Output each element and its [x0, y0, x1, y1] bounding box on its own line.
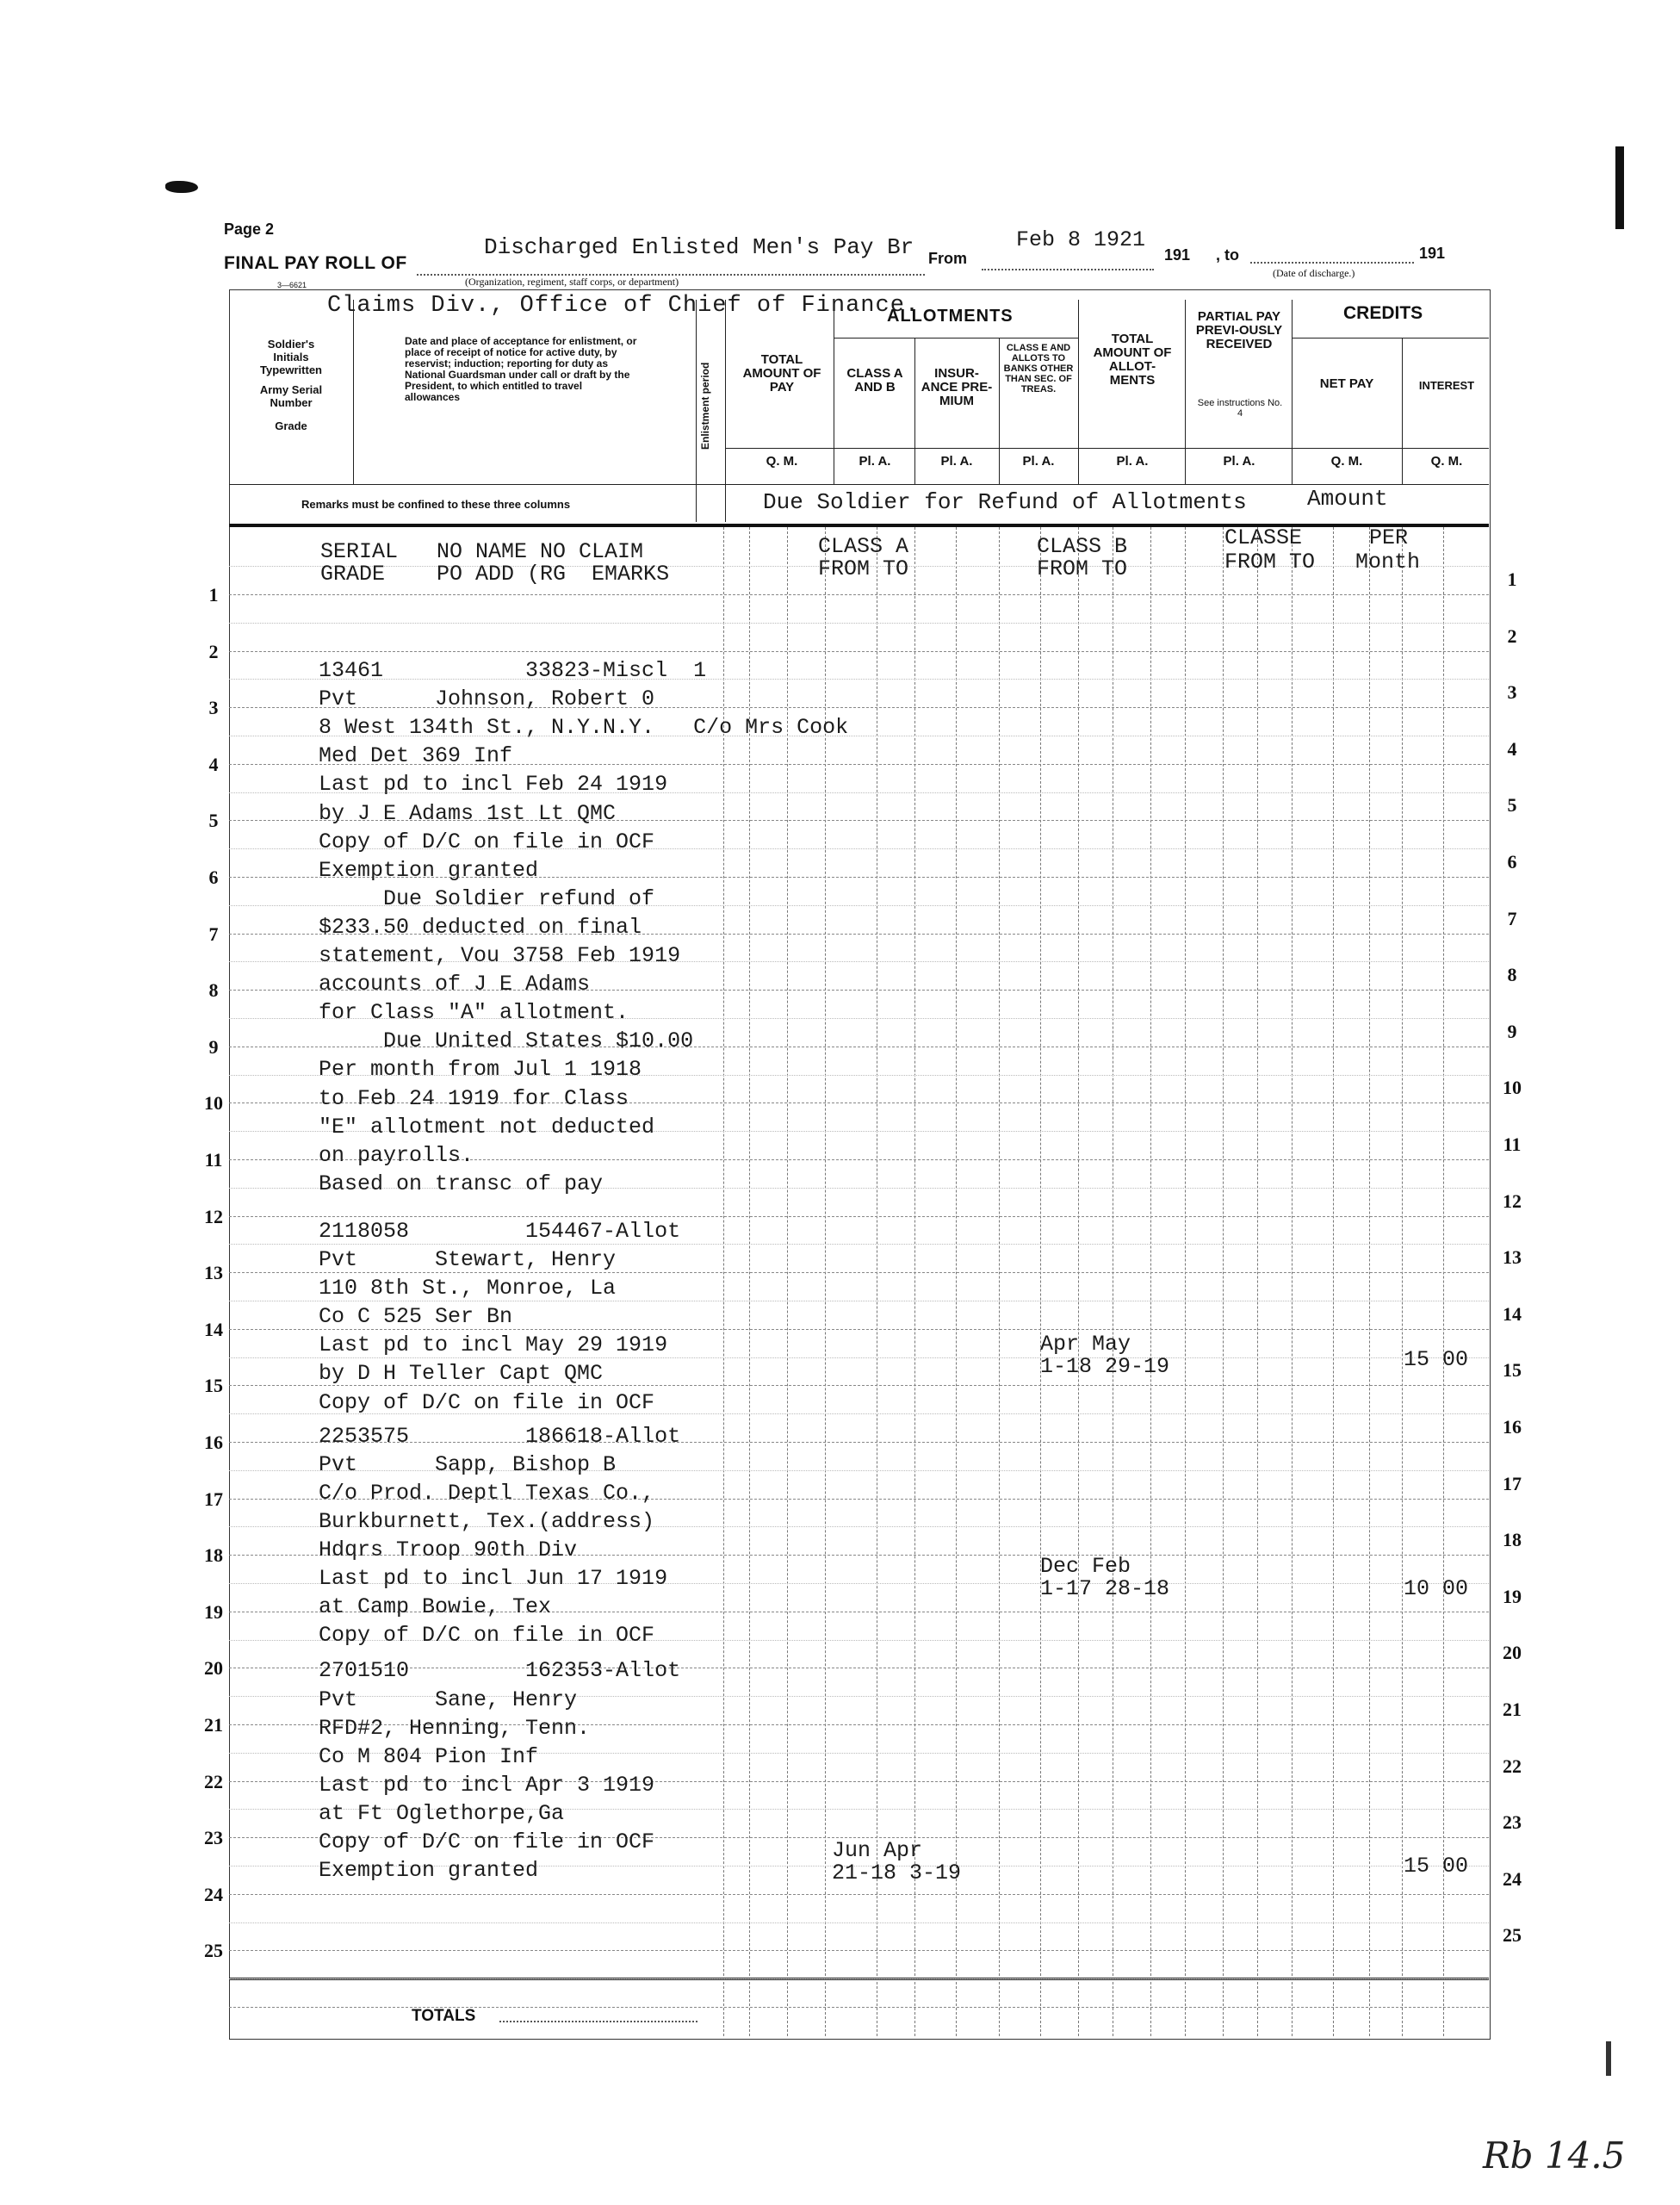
row-number-left: 22 [204, 1770, 223, 1792]
col-divider [696, 300, 697, 484]
unit-pla: Pl. A. [1116, 454, 1149, 469]
entry-line: Pvt Sane, Henry [319, 1686, 578, 1712]
entry-line: Based on transc of pay [319, 1171, 604, 1196]
row-number-left: 7 [208, 922, 219, 945]
row-number-left: 24 [204, 1883, 223, 1905]
row-number-left: 16 [204, 1432, 223, 1453]
entry-line: Per month from Jul 1 1918 [319, 1057, 642, 1083]
row-number-left: 8 [208, 979, 219, 1002]
entry-line: Due United States $10.00 [319, 1028, 694, 1054]
row-number-right: 5 [1507, 794, 1517, 817]
from-date-line [982, 269, 1154, 270]
header-bottom-rule [229, 484, 1489, 485]
row-number-right: 10 [1503, 1077, 1522, 1099]
partial-pay-note: See instructions No. 4 [1197, 398, 1283, 419]
entry-line: Co M 804 Pion Inf [319, 1743, 539, 1769]
half-row-line [229, 623, 1489, 624]
entry-line: Copy of D/C on file in OCF [319, 1829, 655, 1854]
to-date-line [1250, 262, 1414, 264]
scan-blot [165, 181, 198, 193]
row-number-right: 17 [1503, 1472, 1522, 1494]
form-title: FINAL PAY ROLL OF [224, 253, 407, 273]
interest-header: INTEREST [1418, 379, 1475, 392]
per-subheader: PER [1369, 525, 1409, 550]
row-line [229, 1950, 1489, 1951]
stewart-allot-months: Apr May [1040, 1332, 1131, 1357]
row-number-left: 23 [204, 1827, 223, 1849]
unit-pla: Pl. A. [1022, 454, 1055, 469]
row-number-left: 11 [204, 1149, 223, 1171]
entry-line: for Class "A" allotment. [319, 1000, 629, 1026]
entry-line: to Feb 24 1919 for Class [319, 1085, 629, 1111]
unit-pla: Pl. A. [1223, 454, 1255, 469]
entry-line: 2701510 162353-Allot [319, 1658, 681, 1684]
entry-line: 2118058 154467-Allot [319, 1218, 681, 1244]
row-number-left: 4 [208, 753, 219, 775]
entry-line: RFD#2, Henning, Tenn. [319, 1715, 591, 1741]
class-e-subheader: CLASSE [1224, 525, 1303, 550]
remarks-note: Remarks must be confined to these three columns [301, 498, 571, 511]
entry-line: 110 8th St., Monroe, La [319, 1276, 617, 1301]
claims-line: Claims Div., Office of Chief of Finance. [327, 293, 921, 319]
handwritten-note: Rb 14.5 [1483, 2134, 1626, 2177]
half-row-line [229, 1922, 1489, 1923]
entry-line: Last pd to incl Jun 17 1919 [319, 1566, 668, 1592]
row-line [229, 1216, 1489, 1217]
unit-pla: Pl. A. [940, 454, 973, 469]
soldier-header-line: Army Serial [259, 383, 323, 396]
scan-edge-mark [1615, 146, 1624, 229]
entry-line: Pvt Sapp, Bishop B [319, 1451, 617, 1477]
col-divider [1078, 300, 1079, 484]
organization-typed: Discharged Enlisted Men's Pay Br [484, 234, 914, 260]
row-number-right: 7 [1507, 907, 1517, 929]
row-number-left: 2 [208, 640, 219, 662]
year-suffix-2: 191 [1419, 245, 1446, 262]
row-number-right: 18 [1503, 1529, 1522, 1551]
row-number-right: 21 [1503, 1699, 1522, 1720]
entry-line: Pvt Stewart, Henry [319, 1247, 617, 1272]
stewart-allot-amount: 15 00 [1404, 1347, 1469, 1372]
row-number-right: 16 [1503, 1416, 1522, 1438]
class-e-header: CLASS E AND ALLOTS TO BANKS OTHER THAN SEC. OF TREAS. [1003, 343, 1074, 394]
entry-line: 13461 33823-Miscl 1 [319, 658, 707, 683]
unit-qm: Q. M. [1430, 454, 1463, 469]
row-number-right: 4 [1507, 737, 1517, 760]
row-number-left: 21 [204, 1714, 223, 1736]
row-number-right: 2 [1507, 624, 1517, 647]
row-number-left: 20 [204, 1657, 223, 1680]
entry-line: Exemption granted [319, 1858, 539, 1884]
entry-line: Hdqrs Troop 90th Div [319, 1537, 578, 1562]
sapp-allot-months: Dec Feb [1040, 1554, 1131, 1579]
row-number-left: 17 [204, 1488, 223, 1510]
entry-line: Last pd to incl Feb 24 1919 [319, 772, 668, 798]
row-number-right: 3 [1507, 681, 1517, 704]
entry-line: by J E Adams 1st Lt QMC [319, 800, 617, 826]
row-number-left: 13 [204, 1262, 223, 1284]
row-line [229, 651, 1489, 652]
row-number-left: 1 [208, 584, 219, 606]
to-label: , to [1216, 246, 1239, 264]
row-number-right: 25 [1503, 1924, 1522, 1947]
entry-line: Last pd to incl Apr 3 1919 [319, 1772, 655, 1798]
row-number-right: 9 [1507, 1020, 1517, 1042]
per-month-subheader: Month [1355, 550, 1421, 575]
class-b-from-to: FROM TO [1037, 556, 1128, 581]
unit-qm: Q. M. [766, 454, 798, 469]
allotments-rule [834, 338, 1078, 339]
sane-allot-days: 21-18 3-19 [832, 1860, 962, 1885]
class-a-subheader: CLASS A [818, 534, 909, 559]
unit-pla: Pl. A. [859, 454, 891, 469]
row-number-left: 3 [208, 697, 219, 719]
from-date: Feb 8 1921 [1016, 227, 1146, 252]
form-number: 3—6621 [277, 281, 307, 289]
entry-line: Copy of D/C on file in OCF [319, 1623, 655, 1649]
entry-line: 2253575 186618-Allot [319, 1423, 681, 1449]
partial-pay-header: PARTIAL PAY PREVI-OUSLY RECEIVED [1195, 309, 1283, 351]
entry-line: statement, Vou 3758 Feb 1919 [319, 943, 681, 968]
row-number-left: 9 [208, 1035, 219, 1058]
sane-allot-months: Jun Apr [832, 1838, 923, 1863]
row-number-right: 22 [1503, 1755, 1522, 1777]
entry-line: Last pd to incl May 29 1919 [319, 1332, 668, 1358]
row-number-left: 15 [204, 1375, 223, 1397]
entry-line: Burkburnett, Tex.(address) [319, 1508, 655, 1534]
class-ab-header: CLASS A AND B [846, 366, 903, 394]
entry-line: accounts of J E Adams [319, 972, 591, 997]
entry-line: Due Soldier refund of [319, 885, 655, 911]
organization-caption: (Organization, regiment, staff corps, or department) [465, 276, 679, 288]
entry-line: "E" allotment not deducted [319, 1114, 655, 1140]
page-label: Page 2 [224, 220, 275, 238]
subheader-line-1: SERIAL NO NAME NO CLAIM [320, 539, 644, 564]
row-line [229, 1272, 1489, 1273]
col-divider [1185, 300, 1186, 484]
row-number-left: 10 [204, 1092, 223, 1115]
sapp-allot-days: 1-17 28-18 [1040, 1576, 1170, 1601]
total-allotments-header: TOTAL AMOUNT OF ALLOT-MENTS [1093, 332, 1172, 388]
row-number-right: 23 [1503, 1811, 1522, 1834]
entry-line: Copy of D/C on file in OCF [319, 1389, 655, 1415]
row-number-right: 11 [1503, 1134, 1522, 1155]
entry-line: at Ft Oglethorpe,Ga [319, 1800, 565, 1826]
row-number-left: 5 [208, 810, 219, 832]
amount-heading: Amount [1307, 486, 1388, 512]
col-divider [999, 338, 1000, 484]
row-number-right: 24 [1503, 1867, 1522, 1890]
total-pay-header: TOTAL AMOUNT OF PAY [742, 352, 821, 394]
remarks-divider [696, 484, 697, 522]
soldier-header-line: Initials [273, 351, 309, 363]
entry-line: at Camp Bowie, Tex [319, 1594, 552, 1620]
year-suffix-1: 191 [1164, 246, 1191, 264]
col-divider [914, 338, 915, 484]
acceptance-column-header: Date and place of acceptance for enlistment, or place of receipt of notice for active duty, by reservist; induction; reporting for duty as National Guardsman under call or draft by the President, to which entitled to travel allowances [405, 335, 637, 403]
totals-label: TOTALS [412, 2007, 476, 2025]
row-number-left: 14 [204, 1318, 223, 1340]
col-divider [1292, 300, 1293, 484]
from-label: From [928, 250, 967, 267]
allotments-header: ALLOTMENTS [887, 307, 1014, 326]
entry-line: Med Det 369 Inf [319, 743, 513, 769]
insurance-header: INSUR-ANCE PRE-MIUM [921, 366, 993, 408]
discharge-caption: (Date of discharge.) [1273, 267, 1355, 279]
remarks-divider [725, 484, 726, 522]
class-e-from-to: FROM TO [1224, 550, 1316, 575]
due-soldier-heading: Due Soldier for Refund of Allotments [763, 489, 1247, 515]
col-divider [353, 300, 354, 484]
unit-qm: Q. M. [1330, 454, 1363, 469]
totals-dotted-line [499, 2021, 697, 2022]
enlistment-period-header: Enlistment period [699, 362, 711, 450]
row-number-right: 12 [1503, 1189, 1522, 1212]
row-line [229, 594, 1489, 595]
row-number-right: 20 [1503, 1642, 1522, 1664]
row-number-right: 13 [1503, 1246, 1522, 1269]
half-row-line [229, 1244, 1489, 1245]
entry-line: Pvt Johnson, Robert 0 [319, 686, 655, 712]
soldier-column-header [231, 338, 351, 432]
entry-line: Co C 525 Ser Bn [319, 1304, 513, 1330]
credits-header: CREDITS [1343, 303, 1423, 323]
entry-line: Copy of D/C on file in OCF [319, 829, 655, 854]
soldier-header-line: Number [270, 396, 313, 409]
subheader-line-2: GRADE PO ADD (RG EMARKS [320, 562, 670, 587]
soldier-header-line: Grade [275, 419, 307, 432]
net-pay-header: NET PAY [1319, 376, 1374, 391]
entry-line: Exemption granted [319, 857, 539, 883]
row-number-right: 6 [1507, 851, 1517, 873]
col-divider [725, 300, 726, 484]
row-number-left: 18 [204, 1544, 223, 1567]
entry-line: C/o Prod. Deptl Texas Co., [319, 1480, 655, 1506]
soldier-header-line: Typewritten [260, 363, 322, 376]
col-divider [1402, 338, 1403, 484]
row-number-right: 8 [1507, 964, 1517, 986]
row-number-left: 19 [204, 1600, 223, 1623]
sapp-allot-amount: 10 00 [1404, 1576, 1469, 1601]
entry-line: $233.50 deducted on final [319, 914, 642, 940]
credits-rule [1292, 338, 1489, 339]
row-line [229, 1894, 1489, 1895]
soldier-header-line: Soldier's [267, 338, 315, 351]
row-number-right: 15 [1503, 1359, 1522, 1382]
entry-line: on payrolls. [319, 1142, 474, 1168]
unit-rule [725, 448, 1489, 449]
totals-rule [229, 1978, 1489, 1980]
row-number-right: 14 [1503, 1302, 1522, 1325]
row-number-right: 19 [1503, 1585, 1522, 1607]
entry-line: by D H Teller Capt QMC [319, 1361, 604, 1387]
entry-line: 8 West 134th St., N.Y.N.Y. C/o Mrs Cook [319, 715, 849, 741]
row-number-left: 25 [204, 1940, 223, 1962]
row-number-left: 12 [204, 1205, 223, 1227]
row-number-left: 6 [208, 866, 219, 888]
class-b-subheader: CLASS B [1037, 534, 1128, 559]
row-number-right: 1 [1507, 568, 1517, 590]
class-a-from-to: FROM TO [818, 556, 909, 581]
scan-edge-mark-lower [1606, 2041, 1611, 2076]
sane-allot-amount: 15 00 [1404, 1854, 1469, 1879]
stewart-allot-days: 1-18 29-19 [1040, 1354, 1170, 1379]
